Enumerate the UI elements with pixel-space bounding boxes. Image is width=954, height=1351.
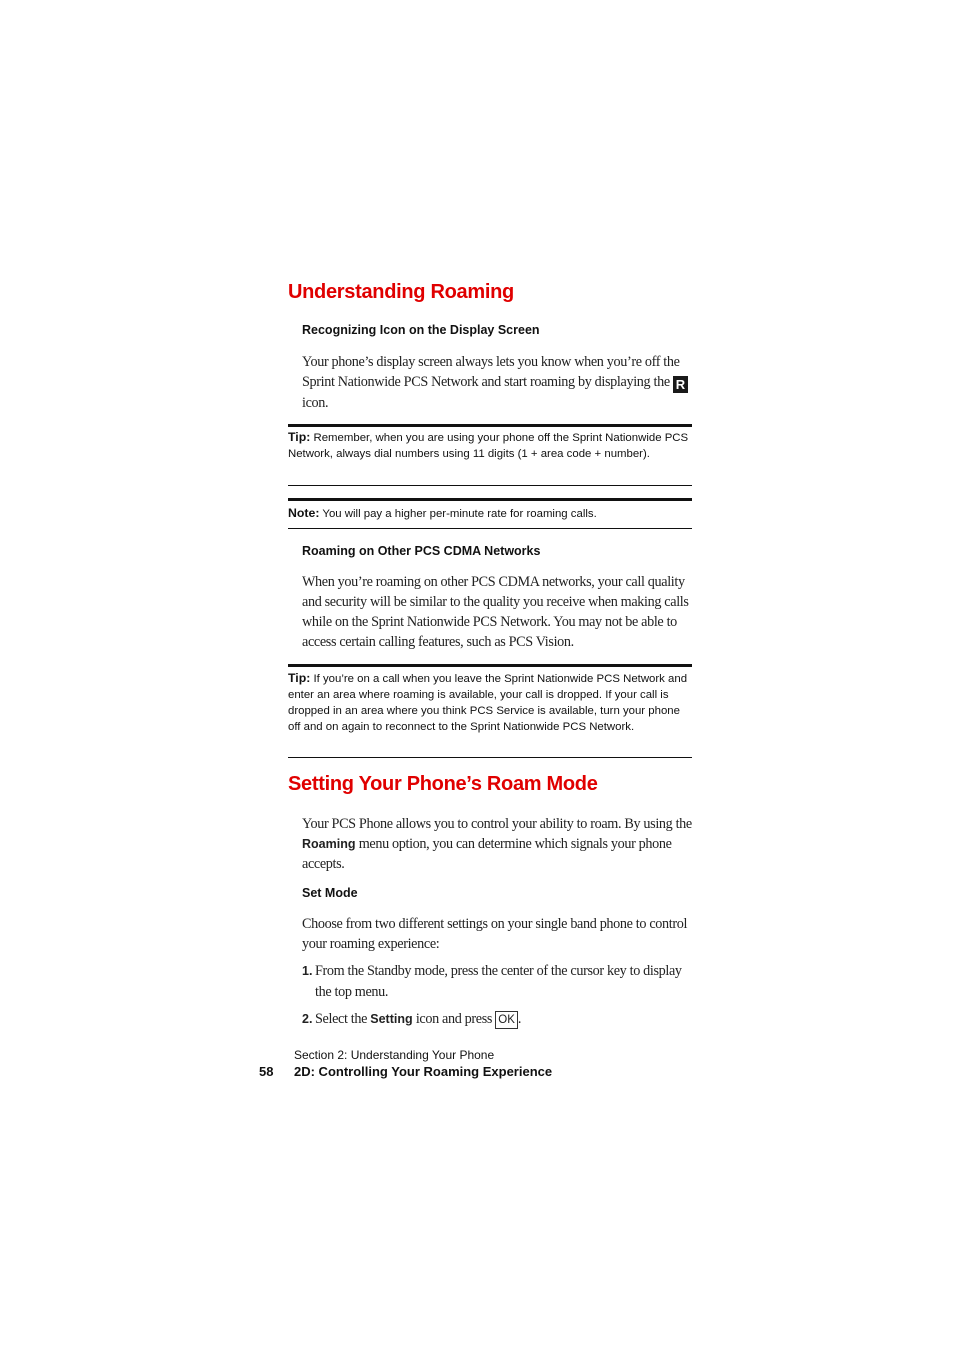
paragraph-text: Your phone’s display screen always lets you know when you’re off the Sprint Nationwide PCS Network and start roaming by displaying the bbox=[302, 354, 680, 390]
note-label: Note: bbox=[288, 506, 320, 520]
paragraph-roam-intro bbox=[302, 814, 694, 874]
section-title-understanding-roaming: Understanding Roaming bbox=[288, 281, 514, 303]
note-rule-top bbox=[288, 498, 692, 501]
subheading-recognizing-icon: Recognizing Icon on the Display Screen bbox=[302, 323, 540, 337]
section-title-roam-mode: Setting Your Phone’s Roam Mode bbox=[288, 773, 598, 795]
ok-key-icon: OK bbox=[495, 1011, 518, 1029]
tip-box-1 bbox=[288, 429, 692, 462]
tip-label: Tip: bbox=[288, 430, 311, 444]
tip-rule-top bbox=[288, 664, 692, 667]
tip-label: Tip: bbox=[288, 671, 311, 685]
subheading-roaming-other-networks: Roaming on Other PCS CDMA Networks bbox=[302, 544, 541, 558]
step-text-a: Select the bbox=[315, 1011, 368, 1027]
page-number: 58 bbox=[259, 1064, 274, 1079]
paragraph-set-mode: Choose from two different settings on your single band phone to control your roaming experience: bbox=[302, 916, 688, 952]
tip-rule-bottom bbox=[288, 757, 692, 758]
step-text-c: . bbox=[517, 1011, 522, 1027]
paragraph-text: Your PCS Phone allows you to control your ability to roam. By using the bbox=[302, 816, 692, 832]
tip-rule-bottom bbox=[288, 485, 692, 486]
paragraph-text-end: icon. bbox=[302, 395, 329, 411]
step-text bbox=[315, 1009, 693, 1030]
subheading-set-mode: Set Mode bbox=[302, 886, 358, 900]
roaming-menu-label: Roaming bbox=[302, 837, 356, 851]
tip-text: Remember, when you are using your phone off the Sprint Nationwide PCS Network, always dial numbers using 11 digits (1 + area code + number). bbox=[288, 432, 689, 460]
roaming-r-icon: R bbox=[673, 376, 688, 393]
step-text-b: icon and press bbox=[415, 1011, 493, 1027]
step-number: 2. bbox=[302, 1012, 313, 1026]
note-text: You will pay a higher per-minute rate for roaming calls. bbox=[322, 508, 597, 520]
step-2 bbox=[302, 1009, 694, 1031]
step-1 bbox=[302, 961, 694, 1003]
note-rule-bottom bbox=[288, 528, 692, 529]
footer-chapter-line: 2D: Controlling Your Roaming Experience bbox=[294, 1064, 553, 1079]
tip-box-2 bbox=[288, 670, 692, 735]
paragraph-text-end: menu option, you can determine which signals your phone accepts. bbox=[302, 836, 672, 872]
note-box bbox=[288, 505, 692, 522]
footer-section-line: Section 2: Understanding Your Phone bbox=[294, 1048, 495, 1062]
step-text: From the Standby mode, press the center of the cursor key to display the top menu. bbox=[315, 963, 682, 1000]
setting-menu-label: Setting bbox=[370, 1012, 413, 1026]
paragraph-roaming-icon bbox=[302, 352, 694, 413]
paragraph-other-networks: When you’re roaming on other PCS CDMA networks, your call quality and security will be similar to the quality you receive when making calls while on the Sprint Nationwide PCS Network. You may not be able to access certain calling features, such as PCS Vision. bbox=[302, 574, 689, 650]
tip-rule-top bbox=[288, 424, 692, 427]
step-number: 1. bbox=[302, 964, 313, 978]
tip-text: If you’re on a call when you leave the Sprint Nationwide PCS Network and enter an area where roaming is available, your call is dropped. If your call is dropped in an area where you think PCS Service is available, turn your phone off and on again to reconnect to the Sprint Nationwide PCS Network. bbox=[288, 673, 688, 733]
